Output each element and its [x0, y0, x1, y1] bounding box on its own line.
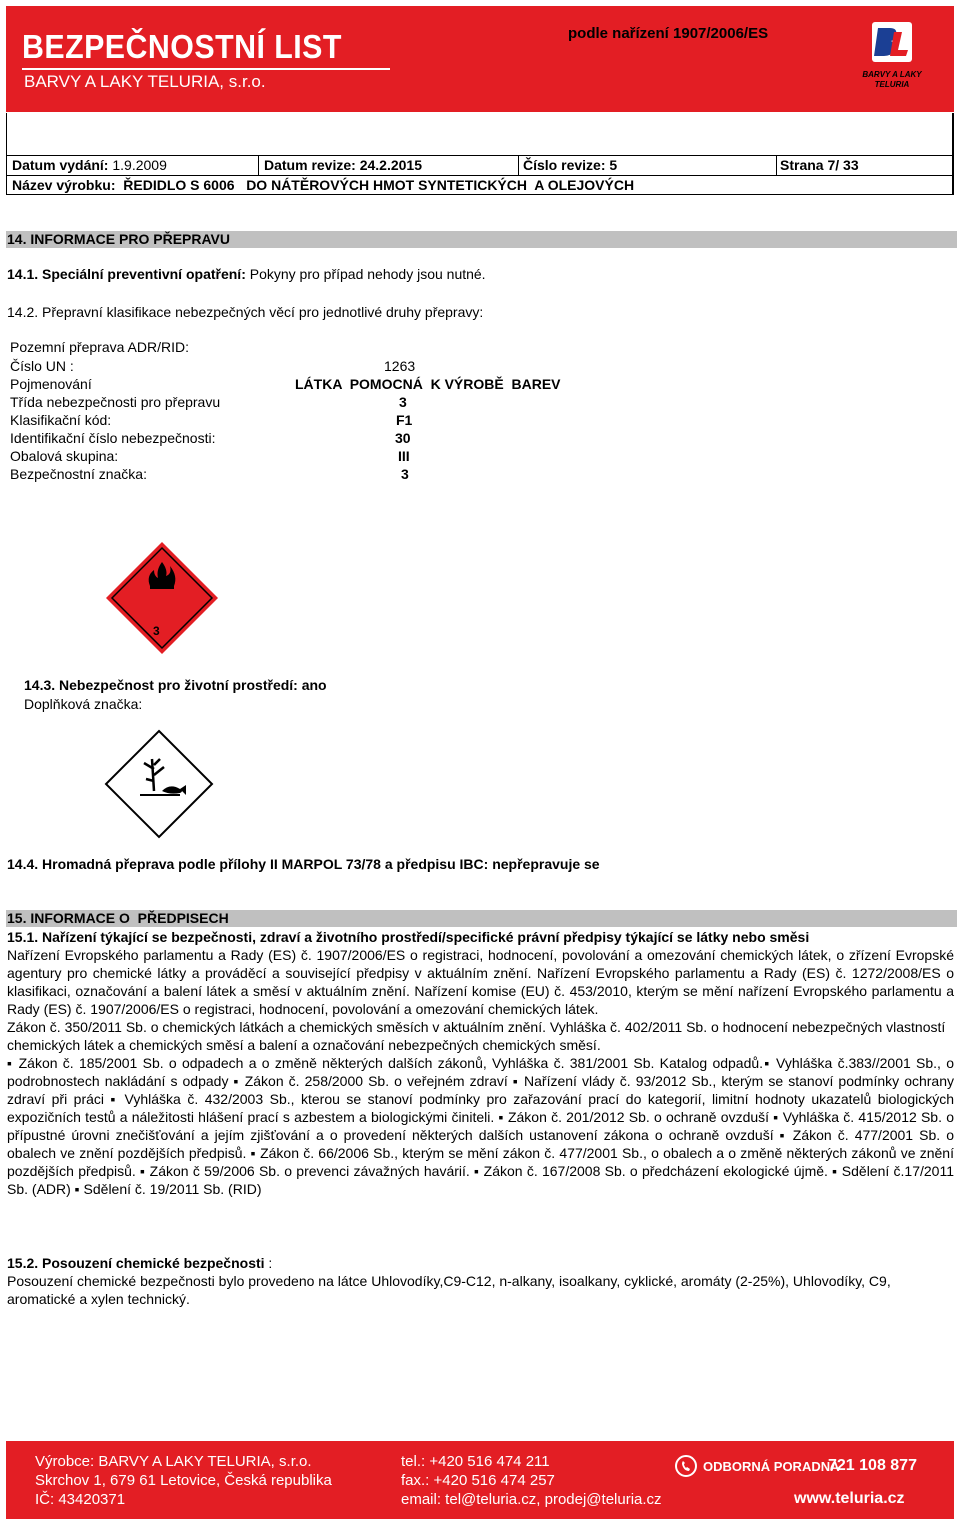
footer-fax: fax.: +420 516 474 257	[401, 1472, 555, 1489]
footer-website-link[interactable]: www.teluria.cz	[794, 1490, 905, 1507]
adr-row-value: F1	[396, 412, 413, 428]
footer-tel: tel.: +420 516 474 211	[401, 1453, 550, 1470]
s15-2-text: Posouzení chemické bezpečnosti bylo provedeno na látce Uhlovodíky,C9-C12, n-alkany, isoalkany, cyklické, aromáty (2-25%), Uhlovodíky, C9, aromatické a xylen technický.	[7, 1273, 891, 1307]
page-number-value: 7/ 33	[827, 157, 859, 173]
adr-row-label: Obalová skupina:	[10, 448, 119, 464]
product-name-value: ŘEDIDLO S 6006 DO NÁTĚROVÝCH HMOT SYNTETICKÝCH A OLEJOVÝCH	[123, 177, 635, 193]
info-row-divider	[6, 155, 954, 156]
header-divider	[22, 68, 390, 70]
phone-hotline-icon	[674, 1454, 698, 1478]
footer-producer: Výrobce: BARVY A LAKY TELURIA, s.r.o.	[35, 1453, 312, 1470]
pictogram-class-number: 3	[153, 624, 160, 638]
adr-row-value: III	[398, 448, 410, 464]
environment-hazard-pictogram-icon	[104, 729, 214, 839]
s14-4-heading: 14.4. Hromadná přeprava podle přílohy II MARPOL 73/78 a předpisu IBC: nepřepravuje se	[7, 856, 600, 872]
adr-row-label: Třída nebezpečnosti pro přepravu	[10, 394, 221, 410]
s15-1-text-3: ▪ Zákon č. 185/2001 Sb. o odpadech a o změně některých dalších zákonů, Vyhláška č. 381/2001 Sb. Katalog odpadů.▪ Vyhláška č.383//2001 Sb., o podrobnostech nakládání s odpady ▪ Zákon č. 258/2000 Sb. o veřejném zdraví ▪ Nařízení vlády č. 93/2012 Sb., kterým se stanoví podmínky ochrany zdraví při práci ▪ Vyhláška č. 432/2003 Sb., kterou se stanoví podmínky pro zařazování prací do kategorií, limitní hodnoty ukazatelů biologických expozičních testů a náležitosti hlášení prací s azbestem a biologickými činiteli. ▪ Zákon č. 201/2012 Sb. o ochraně ovzduší ▪ Vyhláška č. 415/2012 Sb. o přípustné úrovni znečišťování a jejím zjišťování a o provedení některých dalších ustanovení zákona o ochraně ovzduší ▪ Zákon č. 477/2001 Sb. o obalech ve znění pozdějších předpisů. ▪ Zákon č. 66/2006 Sb., kterým se mění zákon č. 477/2001 Sb., o obalech a o změně některých zákonů ve znění pozdějších předpisů. ▪ Zákon č 59/2006 Sb. o prevenci závažných havárií. ▪ Zákon č. 167/2008 Sb. o předcházení ekologické újmě. ▪ Sdělení č.17/2011 Sb. (ADR) ▪ Sdělení č. 19/2011 Sb. (RID)	[7, 1055, 954, 1197]
section-15-title: 15. INFORMACE O PŘEDPISECH	[7, 910, 229, 926]
s15-1-block	[7, 928, 954, 1198]
adr-row-value: 1263	[384, 358, 416, 374]
s15-2-heading: 15.2. Posouzení chemické bezpečnosti	[7, 1255, 265, 1271]
s15-2-colon: :	[264, 1255, 273, 1271]
s14-3-heading: 14.3. Nebezpečnost pro životní prostředí: ano	[24, 677, 327, 693]
s15-1-text: Nařízení Evropského parlamentu a Rady (ES) č. 1907/2006/ES o registraci, hodnocení, povolování a omezování chemických látek, o zřízení Evropské agentury pro chemické látky a prováděcí a související předpisy v aktuálním znění. Nařízení Evropského parlamentu a Rady (ES) č. 1272/2008/ES o klasifikaci, označování a balení látek a směsí v aktuálním znění. Nařízení komise (EU) č. 453/2010, kterým se mění nařízení Evropského parlamentu a Rady (ES) č. 1907/2006/ES o registraci, hodnocení, povolování a omezování chemických látek.	[7, 947, 954, 1017]
s14-1-text: Pokyny pro případ nehody jsou nutné.	[245, 266, 486, 282]
s14-3-sublabel: Doplňková značka:	[24, 696, 143, 712]
s14-1-paragraph	[7, 266, 486, 282]
company-name: BARVY A LAKY TELURIA, s.r.o.	[24, 72, 266, 91]
regulation-label: podle nařízení 1907/2006/ES	[568, 25, 769, 42]
adr-row-label: Číslo UN :	[10, 358, 74, 374]
adr-row-value: 3	[399, 394, 407, 410]
issue-date-label: Datum vydání:	[12, 157, 109, 173]
info-cell-divider	[518, 155, 519, 175]
page-number	[780, 157, 859, 173]
flammable-liquid-pictogram-icon	[104, 540, 220, 656]
footer-hotline-number: 721 108 877	[828, 1457, 917, 1474]
revision-number	[523, 157, 617, 173]
adr-title: Pozemní přeprava ADR/RID:	[10, 339, 189, 355]
revision-date-label: Datum revize:	[264, 157, 356, 173]
adr-row-label: Klasifikační kód:	[10, 412, 112, 428]
s15-1-text-2: Zákon č. 350/2011 Sb. o chemických látkách a chemických směsích v aktuálním znění. Vyhláška č. 402/2011 Sb. o hodnocení nebezpečných vlastností chemických látek a chemických směsí a balení a označování nebezpečných chemických směsí.	[7, 1019, 946, 1053]
product-name	[12, 177, 634, 193]
adr-row-label: Bezpečnostní značka:	[10, 466, 147, 482]
revision-number-value: 5	[609, 157, 618, 173]
logo-text-line1: BARVY A LAKY	[862, 70, 922, 79]
info-row-divider	[6, 175, 954, 176]
info-cell-divider	[776, 155, 777, 175]
document-title: BEZPEČNOSTNÍ LIST	[22, 28, 342, 65]
info-cell-divider	[258, 155, 259, 175]
section-14-title: 14. INFORMACE PRO PŘEPRAVU	[7, 231, 230, 247]
s15-2-block	[7, 1254, 954, 1308]
page-number-label: Strana	[780, 157, 824, 173]
adr-row-value: LÁTKA POMOCNÁ K VÝROBĚ BAREV	[295, 376, 561, 392]
revision-number-label: Číslo revize:	[523, 157, 606, 173]
footer-ic: IČ: 43420371	[35, 1491, 126, 1508]
revision-date-value: 24.2.2015	[359, 157, 422, 173]
issue-date	[12, 157, 167, 173]
footer-email: email: tel@teluria.cz, prodej@teluria.cz	[401, 1491, 662, 1508]
footer-hotline-label: ODBORNÁ PORADNA	[703, 1459, 840, 1474]
footer-address: Skrchov 1, 679 61 Letovice, Česká republika	[35, 1472, 332, 1489]
s15-1-heading: 15.1. Nařízení týkající se bezpečnosti, zdraví a životního prostředí/specifické právní předpisy týkající se látky nebo směsi	[7, 929, 810, 945]
revision-date	[264, 157, 422, 173]
issue-date-value: 1.9.2009	[112, 157, 167, 173]
adr-row-value: 3	[401, 466, 409, 482]
adr-row-label: Identifikační číslo nebezpečnosti:	[10, 430, 216, 446]
adr-row-value: 30	[395, 430, 411, 446]
product-name-label: Název výrobku:	[12, 177, 116, 193]
adr-row-label: Pojmenování	[10, 376, 92, 392]
s14-2-heading: 14.2. Přepravní klasifikace nebezpečných věcí pro jednotlivé druhy přepravy:	[7, 304, 484, 320]
s14-1-label: 14.1. Speciální preventivní opatření:	[7, 266, 246, 282]
logo-text-line2: TELURIA	[874, 80, 910, 89]
